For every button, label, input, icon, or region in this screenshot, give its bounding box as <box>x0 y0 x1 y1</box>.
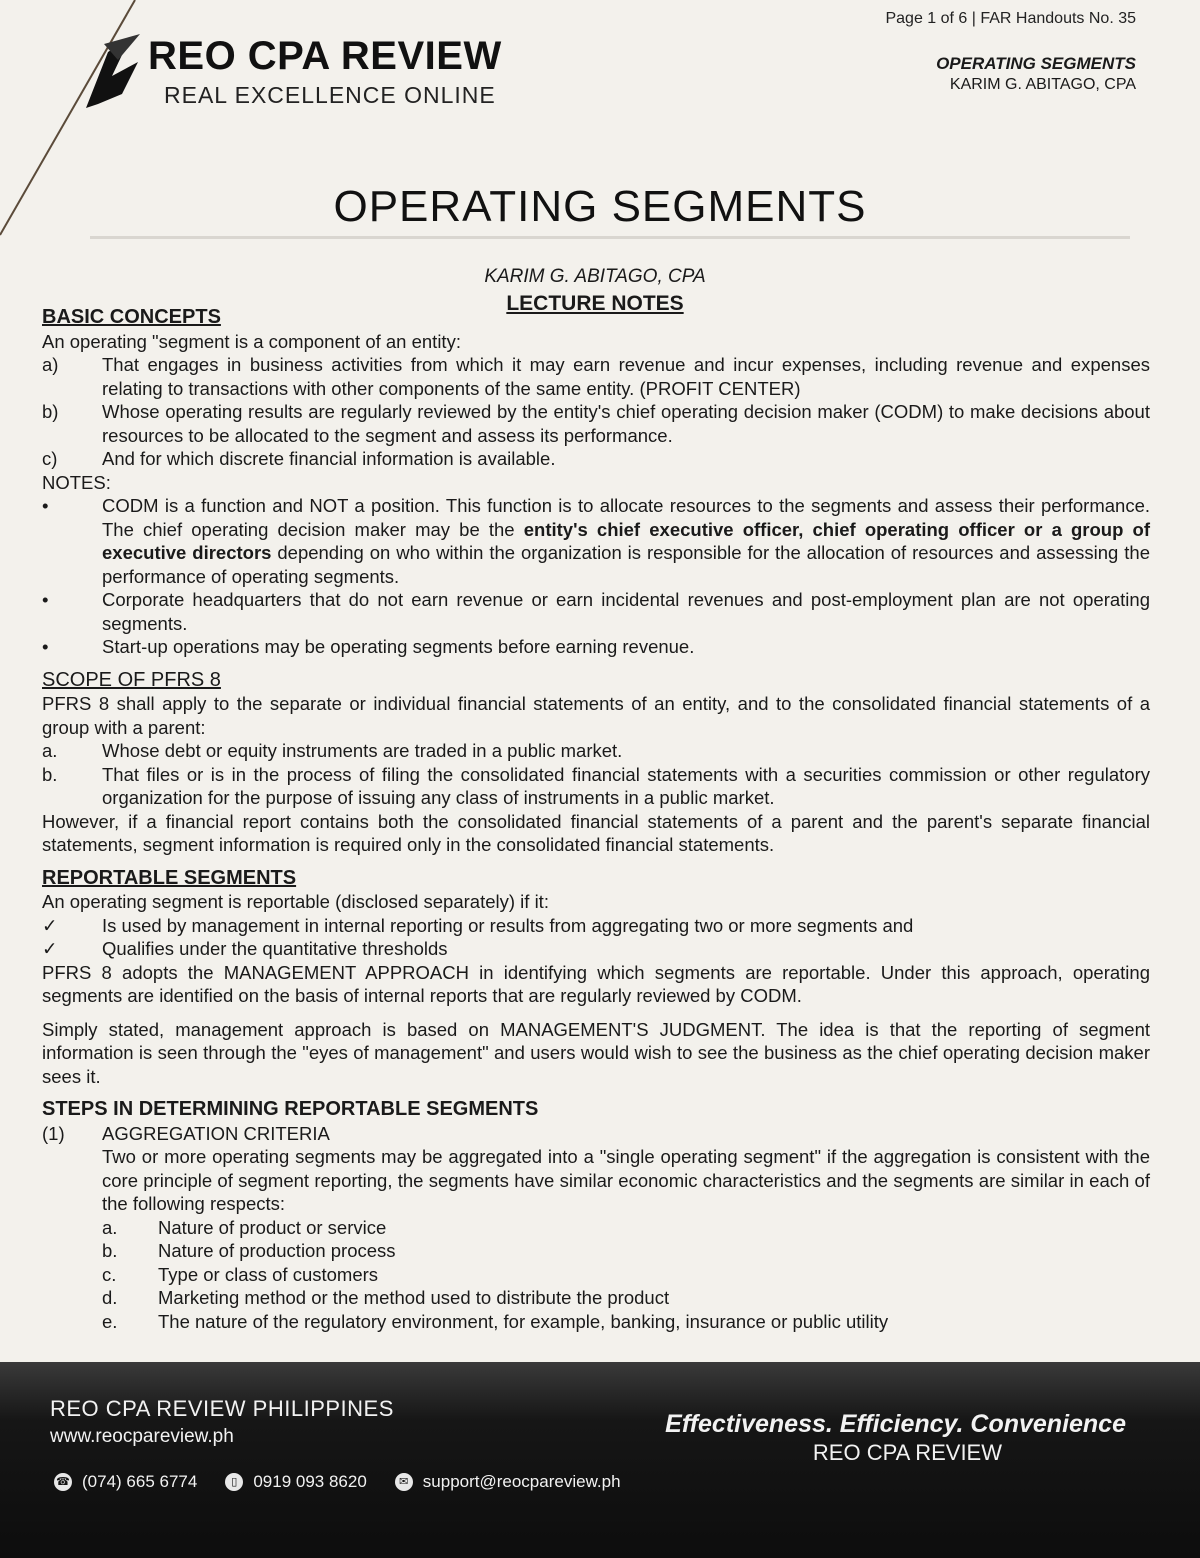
reportable-heading: REPORTABLE SEGMENTS <box>42 866 297 889</box>
step-text: Two or more operating segments may be aggregated into a "single operating segment" if the aggregation is consistent with the core principle of segment reporting, the segments have similar economic characteristics and the segments are similar in each of the following respects: <box>102 1146 1150 1214</box>
phone-icon: ☎ <box>54 1473 72 1491</box>
logo-title: REO CPA REVIEW <box>148 34 502 78</box>
list-text: Nature of production process <box>158 1240 396 1261</box>
note-text: Start-up operations may be operating segments before earning revenue. <box>102 636 695 657</box>
list-marker: d. <box>102 1287 118 1308</box>
list-text: That engages in business activities from which it may earn revenue and incur expenses, including revenue and expenses relating to transactions with other components of the same entity. (PROFIT CENTER) <box>102 354 1150 399</box>
reo-logo-icon <box>78 32 148 114</box>
list-marker: a. <box>42 740 58 761</box>
basic-intro: An operating "segment is a component of an entity: <box>42 330 461 352</box>
footer-website: www.reocpareview.ph <box>50 1426 234 1447</box>
email-icon: ✉ <box>395 1473 413 1491</box>
header-info <box>885 10 1136 94</box>
check-item <box>42 914 1150 938</box>
list-marker: b. <box>42 763 58 785</box>
step-title: AGGREGATION CRITERIA <box>102 1122 330 1144</box>
check-text: Qualifies under the quantitative thresholds <box>102 938 448 959</box>
list-text: Type or class of customers <box>158 1263 379 1285</box>
footer-mobile: 0919 093 8620 <box>253 1472 367 1491</box>
list-marker: a. <box>102 1216 118 1238</box>
check-text: Is used by management in internal reporting or results from aggregating two or more segments and <box>102 914 914 936</box>
management-approach-paragraph: PFRS 8 adopts the MANAGEMENT APPROACH in identifying which segments are reportable. Under this approach, operating segments are identified on the basis of internal reports that are regularly reviewed by CODM. <box>42 961 1150 1006</box>
footer-tagline: Effectiveness. Efficiency. Convenience <box>665 1410 1126 1438</box>
note-text: CODM is a function and NOT a position. This function is to allocate resources to the segments and assess their performance. The chief operating decision maker may be the entity's chief executive officer, chief operating officer or a group of executive directors depending on who within the organization is responsible for the allocation of resources and assessing the performance of operating segments. <box>102 495 1150 587</box>
management-judgment-paragraph: Simply stated, management approach is based on MANAGEMENT'S JUDGMENT. The idea is that the reporting of segment information is seen through the "eyes of management" and users would wish to see the business as the chief operating decision maker sees it. <box>42 1018 1150 1087</box>
checkmark-icon: ✓ <box>42 914 58 936</box>
footer-brand: REO CPA REVIEW <box>812 1440 1002 1465</box>
mobile-icon: ▯ <box>225 1473 243 1491</box>
list-text: Whose debt or equity instruments are traded in a public market. <box>102 740 623 761</box>
list-item <box>42 763 1150 810</box>
checkmark-icon: ✓ <box>42 938 58 959</box>
bullet-icon: • <box>42 495 49 516</box>
byline: KARIM G. ABITAGO, CPA <box>484 266 706 287</box>
footer-email: support@reocpareview.ph <box>422 1472 621 1491</box>
list-item <box>42 353 1150 400</box>
list-text: Marketing method or the method used to distribute the product <box>158 1287 670 1308</box>
list-marker: a) <box>42 354 59 375</box>
step-item <box>42 1122 1150 1146</box>
list-text: That files or is in the process of filing the consolidated financial statements with a securities commission or other regulatory organization for the purpose of issuing any class of instruments in a public market. <box>102 763 1150 808</box>
scope-closing: However, if a financial report contains both the consolidated financial statements of a parent and the parent's separate financial statements, segment information is required only in the consolidated financial statements. <box>42 810 1150 855</box>
list-item <box>102 1263 1150 1287</box>
list-text: Whose operating results are regularly reviewed by the entity's chief operating decision maker (CODM) to make decisions about resources to be allocated to the segment and assess its performance. <box>102 401 1150 446</box>
criteria-list <box>42 1216 1150 1334</box>
list-item <box>102 1310 1150 1334</box>
list-item <box>42 739 1150 763</box>
title-divider <box>90 236 1130 239</box>
list-item <box>102 1216 1150 1240</box>
note-item <box>42 588 1150 635</box>
list-marker: e. <box>102 1310 118 1332</box>
header-topic: OPERATING SEGMENTS <box>936 54 1136 73</box>
page-title: OPERATING SEGMENTS <box>333 182 867 231</box>
lecture-notes-label: LECTURE NOTES <box>506 292 684 315</box>
note-text: Corporate headquarters that do not earn revenue or earn incidental revenues and post-employment plan are not operating segments. <box>102 589 1150 634</box>
list-item <box>42 400 1150 447</box>
bullet-icon: • <box>42 636 49 657</box>
list-text: Nature of product or service <box>158 1216 387 1238</box>
steps-heading: STEPS IN DETERMINING REPORTABLE SEGMENTS <box>42 1098 539 1120</box>
step-marker: (1) <box>42 1122 65 1144</box>
scope-intro: PFRS 8 shall apply to the separate or individual financial statements of an entity, and to the consolidated financial statements of a group with a parent: <box>42 693 1150 738</box>
footer-contacts <box>54 1472 639 1492</box>
header-author: KARIM G. ABITAGO, CPA <box>949 76 1136 93</box>
list-marker: b. <box>102 1240 118 1261</box>
bullet-icon: • <box>42 589 49 610</box>
list-marker: c. <box>102 1263 117 1285</box>
list-marker: c) <box>42 448 58 469</box>
scope-heading: SCOPE OF PFRS 8 <box>42 668 221 691</box>
notes-label: NOTES: <box>42 471 111 493</box>
note-item <box>42 494 1150 588</box>
list-item <box>102 1286 1150 1310</box>
footer-org: REO CPA REVIEW PHILIPPINES <box>50 1396 394 1421</box>
basic-concepts-heading: BASIC CONCEPTS <box>42 306 221 328</box>
reportable-intro: An operating segment is reportable (disclosed separately) if it: <box>42 891 549 912</box>
footer-phone: (074) 665 6774 <box>82 1472 198 1491</box>
page-info: Page 1 of 6 | FAR Handouts No. 35 <box>885 10 1136 27</box>
list-text: And for which discrete financial information is available. <box>102 448 556 469</box>
note-item <box>42 635 1150 659</box>
check-item <box>42 937 1150 961</box>
list-item <box>102 1239 1150 1263</box>
logo-subtitle: REAL EXCELLENCE ONLINE <box>164 82 496 108</box>
page-footer <box>0 1362 1200 1558</box>
reo-logo <box>78 28 508 118</box>
list-text: The nature of the regulatory environment, for example, banking, insurance or public utility <box>158 1310 889 1332</box>
document-body <box>42 306 1150 1333</box>
list-item <box>42 447 1150 471</box>
list-marker: b) <box>42 401 59 422</box>
